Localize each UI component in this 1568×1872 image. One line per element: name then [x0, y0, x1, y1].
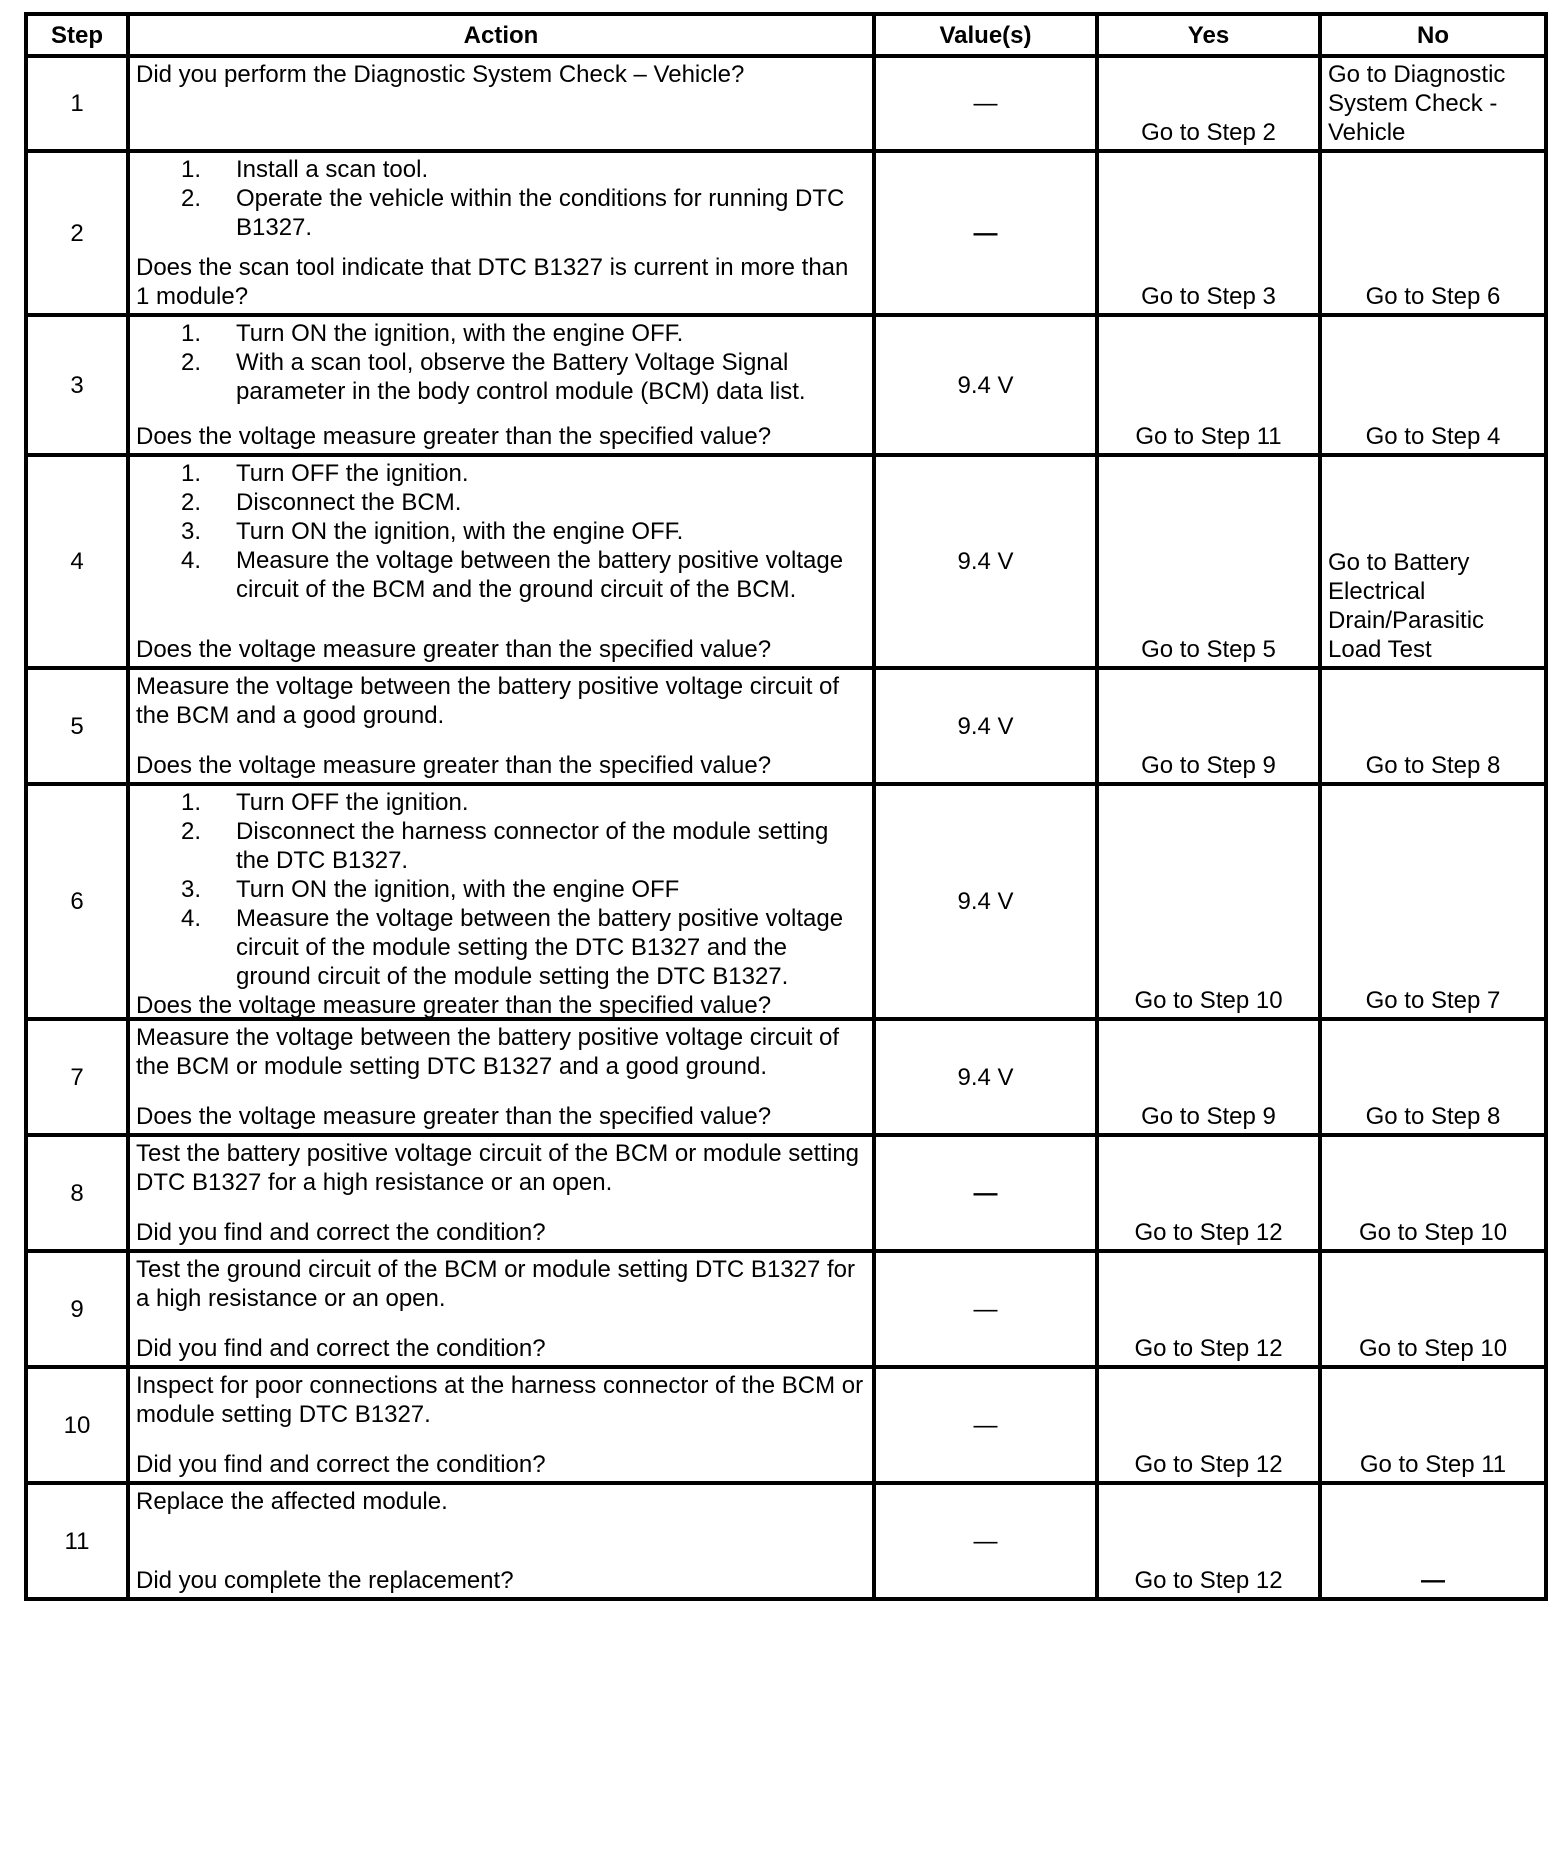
- value-cell: 9.4 V: [874, 315, 1097, 455]
- action-text: Test the battery positive voltage circuit of the BCM or module setting DTC B1327 for a high resistance or an open.: [136, 1140, 860, 1196]
- action-step-item: [181, 788, 866, 817]
- no-cell: Go to Step 8: [1320, 668, 1546, 784]
- table-row: [26, 315, 1546, 455]
- action-cell: [128, 1251, 874, 1367]
- action-steps-list: [136, 155, 866, 242]
- value-cell: —: [874, 151, 1097, 315]
- action-question: Does the voltage measure greater than the specified value?: [136, 752, 772, 779]
- action-question: Does the voltage measure greater than the specified value?: [136, 636, 772, 663]
- action-step-number: 2.: [181, 818, 202, 845]
- action-step-text: Turn ON the ignition, with the engine OFF.: [236, 518, 684, 545]
- table-row: [26, 1019, 1546, 1135]
- action-step-item: [181, 546, 866, 604]
- yes-cell: Go to Step 9: [1097, 1019, 1320, 1135]
- action-step-item: [181, 319, 866, 348]
- action-steps-list: [136, 319, 866, 406]
- table-row: [26, 151, 1546, 315]
- table-row: [26, 1135, 1546, 1251]
- action-cell: [128, 1019, 874, 1135]
- action-step-number: 2.: [181, 349, 202, 376]
- yes-cell: Go to Step 2: [1097, 56, 1320, 151]
- action-question: Did you find and correct the condition?: [136, 1219, 546, 1246]
- action-step-item: [181, 184, 866, 242]
- action-step-number: 2.: [181, 489, 202, 516]
- action-step-number: 4.: [181, 905, 202, 932]
- no-cell: Go to Step 8: [1320, 1019, 1546, 1135]
- action-text: Inspect for poor connections at the harness connector of the BCM or module setting DTC B1327.: [136, 1372, 864, 1428]
- step-number: 1: [26, 56, 128, 151]
- action-question: Does the voltage measure greater than the specified value?: [136, 1103, 772, 1130]
- action-step-text: Operate the vehicle within the conditions for running DTC B1327.: [236, 185, 845, 241]
- value-cell: 9.4 V: [874, 455, 1097, 668]
- action-step-number: 1.: [181, 460, 202, 487]
- action-step-number: 1.: [181, 320, 202, 347]
- header-values: Value(s): [874, 14, 1097, 56]
- header-no: No: [1320, 14, 1546, 56]
- step-number: 2: [26, 151, 128, 315]
- header-row: [26, 14, 1546, 56]
- action-step-item: [181, 817, 866, 875]
- no-cell: Go to Step 10: [1320, 1135, 1546, 1251]
- no-cell: Go to Step 7: [1320, 784, 1546, 1019]
- table-row: [26, 56, 1546, 151]
- action-step-number: 1.: [181, 789, 202, 816]
- action-question: Does the voltage measure greater than the specified value?: [136, 992, 772, 1019]
- step-number: 6: [26, 784, 128, 1019]
- yes-cell: Go to Step 12: [1097, 1483, 1320, 1599]
- action-cell: [128, 315, 874, 455]
- step-number: 11: [26, 1483, 128, 1599]
- no-cell: Go to Battery Electrical Drain/Parasitic Load Test: [1320, 455, 1546, 668]
- step-number: 10: [26, 1367, 128, 1483]
- step-number: 4: [26, 455, 128, 668]
- action-step-number: 3.: [181, 876, 202, 903]
- action-steps-list: [136, 459, 866, 604]
- header-step: Step: [26, 14, 128, 56]
- yes-cell: Go to Step 12: [1097, 1367, 1320, 1483]
- value-cell: 9.4 V: [874, 784, 1097, 1019]
- action-step-number: 3.: [181, 518, 202, 545]
- action-step-text: Turn ON the ignition, with the engine OFF: [236, 876, 680, 903]
- action-step-item: [181, 348, 866, 406]
- action-question: Did you complete the replacement?: [136, 1567, 514, 1594]
- action-cell: [128, 1135, 874, 1251]
- action-cell: [128, 151, 874, 315]
- table-row: [26, 1483, 1546, 1599]
- action-step-text: Measure the voltage between the battery positive voltage circuit of the module setting the DTC B1327 and the ground circuit of the module setting the DTC B1327.: [236, 905, 844, 990]
- action-text: Measure the voltage between the battery positive voltage circuit of the BCM or module setting DTC B1327 and a good ground.: [136, 1024, 840, 1080]
- no-cell: Go to Step 10: [1320, 1251, 1546, 1367]
- action-step-item: [181, 904, 866, 991]
- action-step-text: Disconnect the harness connector of the module setting the DTC B1327.: [236, 818, 829, 874]
- action-text: Measure the voltage between the battery positive voltage circuit of the BCM and a good ground.: [136, 673, 840, 729]
- action-cell: [128, 1483, 874, 1599]
- yes-cell: Go to Step 12: [1097, 1251, 1320, 1367]
- step-number: 8: [26, 1135, 128, 1251]
- value-cell: 9.4 V: [874, 1019, 1097, 1135]
- action-step-number: 1.: [181, 156, 202, 183]
- value-cell: 9.4 V: [874, 668, 1097, 784]
- yes-cell: Go to Step 11: [1097, 315, 1320, 455]
- action-text: Did you perform the Diagnostic System Check – Vehicle?: [136, 61, 745, 88]
- action-step-text: Turn OFF the ignition.: [236, 460, 469, 487]
- header-action: Action: [128, 14, 874, 56]
- action-question: Does the scan tool indicate that DTC B1327 is current in more than 1 module?: [136, 254, 849, 310]
- action-cell: [128, 455, 874, 668]
- action-question: Did you find and correct the condition?: [136, 1451, 546, 1478]
- action-step-text: With a scan tool, observe the Battery Voltage Signal parameter in the body control module (BCM) data list.: [236, 349, 806, 405]
- yes-cell: Go to Step 12: [1097, 1135, 1320, 1251]
- table-row: [26, 1367, 1546, 1483]
- yes-cell: Go to Step 5: [1097, 455, 1320, 668]
- action-step-item: [181, 459, 866, 488]
- action-step-item: [181, 517, 866, 546]
- action-cell: [128, 668, 874, 784]
- yes-cell: Go to Step 9: [1097, 668, 1320, 784]
- action-text: Replace the affected module.: [136, 1488, 448, 1515]
- header-yes: Yes: [1097, 14, 1320, 56]
- action-text: Test the ground circuit of the BCM or module setting DTC B1327 for a high resistance or an open.: [136, 1256, 856, 1312]
- action-question: Did you find and correct the condition?: [136, 1335, 546, 1362]
- no-cell: Go to Step 6: [1320, 151, 1546, 315]
- value-cell: —: [874, 1367, 1097, 1483]
- value-cell: —: [874, 1483, 1097, 1599]
- step-number: 5: [26, 668, 128, 784]
- yes-cell: Go to Step 10: [1097, 784, 1320, 1019]
- value-cell: —: [874, 56, 1097, 151]
- action-step-item: [181, 875, 866, 904]
- value-cell: —: [874, 1135, 1097, 1251]
- no-cell: Go to Step 11: [1320, 1367, 1546, 1483]
- action-cell: [128, 56, 874, 151]
- action-step-text: Measure the voltage between the battery positive voltage circuit of the BCM and the ground circuit of the BCM.: [236, 547, 844, 603]
- diagnostic-table: [24, 12, 1548, 1601]
- action-step-number: 2.: [181, 185, 202, 212]
- action-step-item: [181, 488, 866, 517]
- action-cell: [128, 784, 874, 1019]
- no-cell: Go to Step 4: [1320, 315, 1546, 455]
- action-cell: [128, 1367, 874, 1483]
- step-number: 3: [26, 315, 128, 455]
- action-question: Does the voltage measure greater than the specified value?: [136, 423, 772, 450]
- table-row: [26, 455, 1546, 668]
- action-step-text: Install a scan tool.: [236, 156, 429, 183]
- table-row: [26, 784, 1546, 1019]
- value-cell: —: [874, 1251, 1097, 1367]
- no-cell: —: [1320, 1483, 1546, 1599]
- yes-cell: Go to Step 3: [1097, 151, 1320, 315]
- action-steps-list: [136, 788, 866, 991]
- action-step-item: [181, 155, 866, 184]
- table-row: [26, 668, 1546, 784]
- action-step-number: 4.: [181, 547, 202, 574]
- step-number: 9: [26, 1251, 128, 1367]
- no-cell: Go to Diagnostic System Check - Vehicle: [1320, 56, 1546, 151]
- action-step-text: Disconnect the BCM.: [236, 489, 462, 516]
- step-number: 7: [26, 1019, 128, 1135]
- table-row: [26, 1251, 1546, 1367]
- table-body: [26, 56, 1546, 1599]
- action-step-text: Turn ON the ignition, with the engine OFF.: [236, 320, 684, 347]
- action-step-text: Turn OFF the ignition.: [236, 789, 469, 816]
